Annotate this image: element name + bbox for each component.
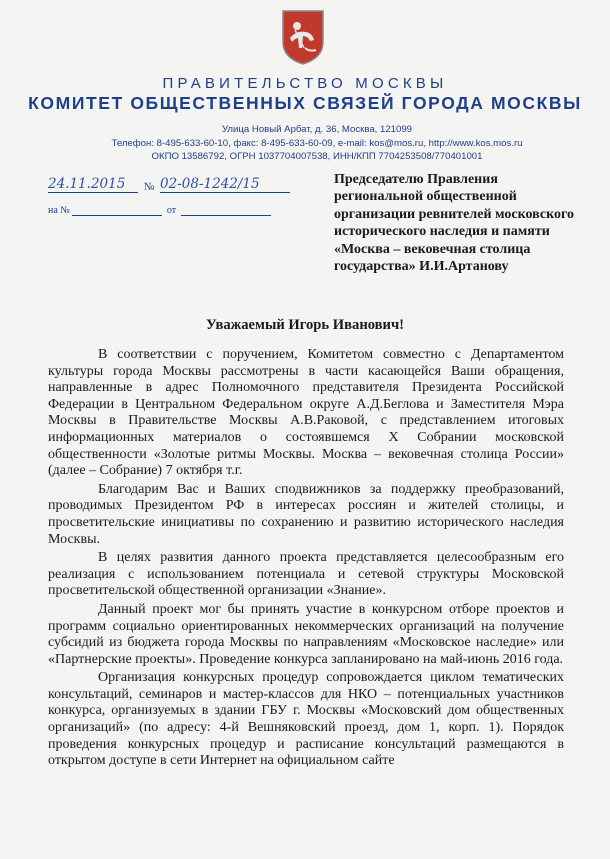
reference-label: на № [48,205,70,216]
addressee-block: Председателю Правления региональной общественной организации ревнителей московского исторического наследия и памяти «Москва – вековечная столица государства» И.И.Артанову [334,172,574,275]
body-paragraph: В соответствии с поручением, Комитетом совместно с Департаментом культуры города Москвы рассмотрены в части касающейся Ваши обращения, направленные в адрес Полномочного представителя Президента Российской Федерации в Центральном Федеральном округе А.Д.Беглова и Заместителя Мэра Москвы в Правительстве Москвы А.В.Раковой, с представлением итоговых информационных материалов о состоявшемся Х Собрании московской общественности «Золотые ритмы Москвы. Москва – вековечная столица России» (далее – Собрание) 7 октября т.г. [48,347,564,479]
registration-line [48,176,290,193]
letter-body [48,347,564,776]
number-label: № [143,181,155,193]
body-paragraph: Данный проект мог бы принять участие в конкурсном отборе проектов и программ социально ориентированных некоммерческих организаций на получение субсидий из бюджета города Москвы по направлениям «Московское наследие» или «Партнерские проекты». Проведение конкурса запланировано на май-июнь 2016 года. [48,601,564,667]
requisites-line: ОКПО 13586792, ОГРН 1037704007538, ИНН/КПП 7704253508/770401001 [151,151,483,162]
body-paragraph: В целях развития данного проекта представляется целесообразным его реализация с использованием потенциала и сетевой структуры Московской просветительской общественной организации «Знание». [48,550,564,599]
salutation: Уважаемый Игорь Иванович! [205,317,405,333]
moscow-coat-of-arms-icon [280,8,326,66]
committee-title: КОМИТЕТ ОБЩЕСТВЕННЫХ СВЯЗЕЙ ГОРОДА МОСКВЫ [28,93,582,113]
registration-number: 02-08-1242/15 [160,176,260,192]
government-title: ПРАВИТЕЛЬСТВО МОСКВЫ [162,75,448,92]
postal-address: Улица Новый Арбат, д. 36, Москва, 121099 [221,124,412,135]
reference-line [48,205,271,216]
contact-line: Телефон: 8-495-633-60-10, факс: 8-495-633-60-09, e-mail: kos@mos.ru, http://www.kos.mos.ru [111,138,523,149]
registration-date: 24.11.2015 [48,176,126,192]
body-paragraph: Организация конкурсных процедур сопровождается циклом тематических консультаций, семинаров и мастер-классов для НКО – потенциальных участников конкурса, организуемых в здании ГБУ г. Москвы «Московский дом общественных организаций» (по адресу: 4-й Вешняковский проезд, дом 1, корп. 1). Порядок проведения конкурсных процедур и расписание консультаций размещаются в открытом доступе в сети Интернет на официальном сайте [48,670,564,769]
from-label: от [166,205,177,216]
body-paragraph: Благодарим Вас и Ваших сподвижников за поддержку преобразований, проводимых Президентом РФ в интересах россиян и жителей столицы, и просветительские инициативы по сохранению и развитию исторического наследия Москвы. [48,481,564,547]
